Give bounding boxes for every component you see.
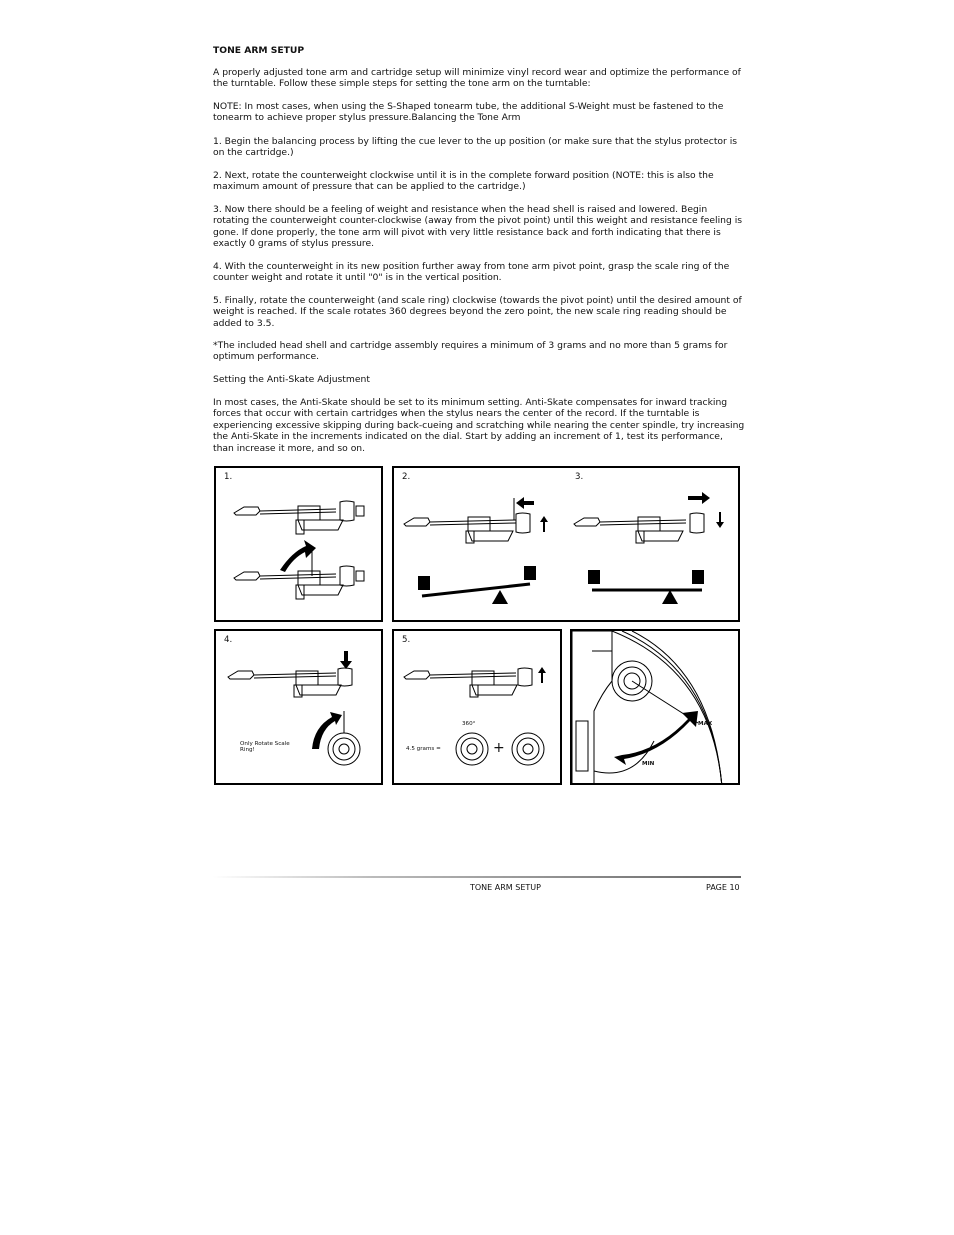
paragraph-step-1: 1. Begin the balancing process by lifting the cue lever to the up position (or make sure that the stylus protector is on the cartridge.): [213, 136, 738, 159]
scale-ring-illustration: [216, 631, 383, 785]
paragraph-anti-skate-title: Setting the Anti-Skate Adjustment: [213, 374, 370, 385]
figure-step-1: [214, 466, 383, 622]
paragraph-step-4: 4. With the counterweight in its new position further away from tone arm pivot point, grasp the scale ring of the counter weight and rotate it until "0" is in the vertical position.: [213, 261, 730, 284]
weight-minus-icon: [524, 566, 536, 580]
rotate-arrow-icon: [280, 540, 316, 572]
paragraph-anti-skate: In most cases, the Anti-Skate should be set to its minimum setting. Anti-Skate compensates for inward tracking forces that occur with certain cartridges when the stylus nears the center of the record. If the turntable is experiencing excessive skipping during back-cueing and scratching while nearing the center spindle, try increasing the Anti-Skate in the increments indicated on the dial. Start by adding an increment of 1, test its performance, than increase it more, and so on.: [213, 397, 745, 454]
footer-title: TONE ARM SETUP: [470, 883, 541, 892]
weight-reading-illustration: [394, 631, 562, 785]
step-label: 4.: [224, 635, 233, 645]
plus-sign: +: [493, 740, 505, 756]
figure-step-4: [214, 629, 383, 785]
tilted-seesaw: [422, 584, 530, 596]
left-arrow-icon: [516, 497, 534, 509]
weight-equal-icon: [588, 570, 600, 584]
paragraph-intro: A properly adjusted tone arm and cartridge setup will minimize vinyl record wear and optimize the performance of the turntable. Follow these simple steps for setting the tone arm on the turntable:: [213, 67, 741, 90]
anti-skate-dial-illustration: [572, 631, 740, 785]
paragraph-step-5: 5. Finally, rotate the counterweight (and scale ring) clockwise (towards the pivot point) until the desired amount of weight is reached. If the scale rotates 360 degrees beyond the zero point, the new scale ring reading should be added to 3.5.: [213, 295, 742, 329]
degree-label: 360°: [462, 721, 476, 727]
right-arrow-icon: [688, 492, 710, 504]
curved-arrow-icon: [614, 711, 698, 765]
footer-rule: [213, 876, 741, 878]
rotate-down-icon: [716, 512, 724, 528]
figure-anti-skate: [570, 629, 740, 785]
balance-illustration: [394, 468, 740, 622]
paragraph-step-2: 2. Next, rotate the counterweight clockwise until it is in the complete forward position (NOTE: this is also the maximum amount of pressure that can be applied to the cartridge.): [213, 170, 714, 193]
paragraph-step-3: 3. Now there should be a feeling of weight and resistance when the head shell is raised and lowered. Begin rotating the counterweight counter-clockwise (away from the pivot point) until this weight and resistance feeling is gone. If done properly, the tone arm will pivot with very little resistance back and forth indicating that there is exactly 0 grams of stylus pressure.: [213, 204, 743, 250]
tonearm-illustration: [216, 468, 383, 622]
step-label: 1.: [224, 472, 233, 482]
down-arrow-icon: [340, 651, 352, 669]
grams-label: 4.5 grams =: [406, 746, 441, 752]
max-label: MAX: [698, 721, 713, 727]
note-label: Only Rotate Scale Ring!: [240, 741, 290, 754]
paragraph-note: NOTE: In most cases, when using the S-Shaped tonearm tube, the additional S-Weight must be fastened to the tonearm to achieve proper stylus pressure.Balancing the Tone Arm: [213, 101, 724, 124]
step-label: 3.: [575, 472, 584, 482]
figure-steps-2-3: [392, 466, 740, 622]
section-heading: TONE ARM SETUP: [213, 45, 305, 56]
step-label: 2.: [402, 472, 411, 482]
rotate-arrow-icon: [312, 712, 342, 749]
rotate-up-icon: [540, 516, 548, 532]
page-number: PAGE 10: [706, 883, 740, 892]
rotate-up-icon: [538, 667, 546, 683]
min-label: MIN: [642, 761, 655, 767]
weight-plus-icon: [418, 576, 430, 590]
step-label: 5.: [402, 635, 411, 645]
paragraph-footnote: *The included head shell and cartridge assembly requires a minimum of 3 grams and no more than 5 grams for optimum performance.: [213, 340, 728, 363]
figure-step-5: [392, 629, 562, 785]
weight-equal-icon: [692, 570, 704, 584]
